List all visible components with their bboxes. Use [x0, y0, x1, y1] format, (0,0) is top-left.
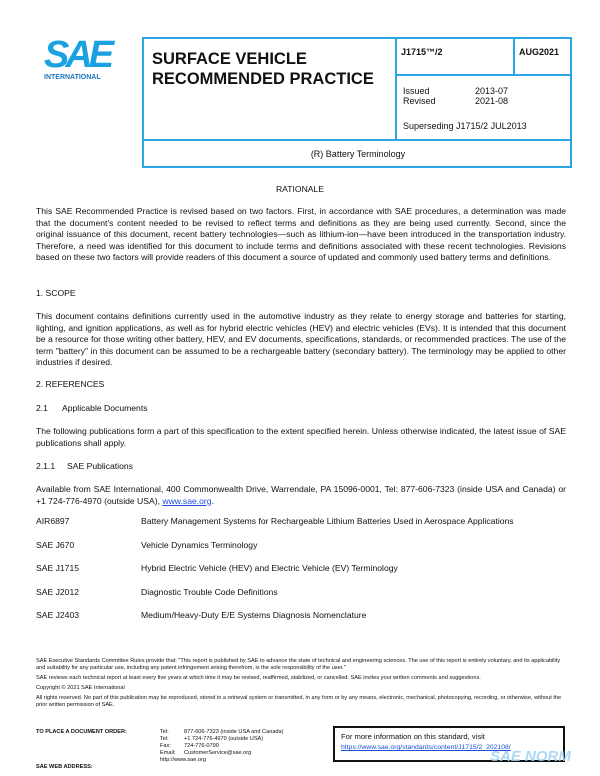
order-contacts [160, 729, 284, 764]
publication-code: AIR6897 [36, 516, 70, 526]
publication-row [36, 516, 576, 540]
watermark: SAE NORM [490, 748, 571, 765]
fax: 724-776-0790 [184, 743, 219, 749]
section-number: 2.1 [36, 403, 48, 413]
tel-2: +1 724-776-4970 (outside USA) [184, 736, 264, 742]
references-heading: 2. REFERENCES [36, 379, 105, 389]
email-label: Email: [160, 750, 176, 756]
issued-date: 2013-07 [475, 86, 509, 96]
section-number: 2.1.1 [36, 461, 56, 471]
applicable-documents-text: The following publications form a part of this specification to the extent specified herein. Unless otherwise indicated, the latest issue of SAE publications shall apply. [36, 426, 566, 448]
web-label: SAE WEB ADDRESS: [36, 764, 93, 770]
publication-row [36, 563, 576, 587]
order-label: TO PLACE A DOCUMENT ORDER: [36, 729, 127, 735]
scope-text: This document contains definitions currently used in the automotive industry as they relate to energy storage and batteries for starting, lighting, and ignition applications, as well as for hybrid electric vehicles (HEV) and electric vehicles (EVs). It is intended that this document be a resource for those writing other battery, HEV, and EV documents, specifications, standards, or recommended practices. The use of the term "battery" in this document can be assumed to be a rechargeable battery (secondary battery). The terminology may be applied to other industries if desired. [36, 311, 566, 368]
document-title: (R) Battery Terminology [310, 149, 406, 159]
availability-text [36, 484, 566, 507]
rights-reserved: All rights reserved. No part of this publication may be reproduced, stored in a retrieval system or transmitted, in any form or by any means, electronic, mechanical, photocopying, recording, or otherwise, without the prior written permission of SAE. [36, 695, 562, 708]
publication-code: SAE J1715 [36, 563, 79, 573]
availability-body: Available from SAE International, 400 Commonwealth Drive, Warrendale, PA 15096-0001, Tel: 877-606-7323 (inside USA and Canada) or +1 724-776-4970 (outside USA), [36, 484, 566, 506]
document-number: J1715™/2 [397, 39, 515, 76]
tel-label: Tel: [160, 736, 169, 742]
publication-title: Hybrid Electric Vehicle (HEV) and Electric Vehicle (EV) Terminology [141, 563, 398, 573]
sae-logo [44, 34, 124, 81]
info-title: For more information on this standard, visit [341, 732, 485, 741]
rationale-text: This SAE Recommended Practice is revised based on two factors. First, in accordance with SAE procedures, a determination was made that the document's content needed to be revised to reflect terms and definitions as they are being used currently. Second, since the original issuance of this document, recent battery technologies—such as lithium-ion—have been introduced in the transportation industry. Therefore, a need was identified for this document to include terms and definitions associated with these recent technologies. Revisions based on these two factors will provide readers of this document a source of updated and commonly used battery terms and definitions. [36, 206, 566, 263]
footer-review: SAE reviews each technical report at least every five years at which time it may be revised, reaffirmed, stabilized, or cancelled. SAE invites your written comments and suggestions. [36, 675, 481, 681]
publication-title: Vehicle Dynamics Terminology [141, 539, 258, 550]
document-date: AUG2021 [515, 39, 572, 76]
publication-row [36, 587, 576, 611]
tel-1: 877-606-7323 (inside USA and Canada) [184, 729, 284, 735]
publication-title: Medium/Heavy-Duty E/E Systems Diagnosis Nomenclature [141, 610, 367, 620]
standard-link[interactable]: https://www.sae.org/standards/content/J1715/2_202108/ [341, 744, 511, 751]
issued-label: Issued [403, 86, 430, 96]
sae-website-link[interactable]: www.sae.org [162, 495, 212, 506]
publications-list [36, 516, 576, 634]
logo-subtitle: INTERNATIONAL [44, 74, 101, 81]
tel-label: Tel: [160, 729, 169, 735]
publication-title: Battery Management Systems for Rechargeable Lithium Batteries Used in Aerospace Applications [141, 516, 514, 526]
sae-publications-heading: SAE Publications [67, 461, 133, 471]
web-address[interactable]: http://www.sae.org [160, 757, 207, 763]
copyright: Copyright © 2021 SAE International [36, 685, 125, 691]
scope-heading: 1. SCOPE [36, 288, 76, 298]
publication-code: SAE J2012 [36, 586, 79, 597]
applicable-documents-heading: Applicable Documents [62, 403, 148, 413]
email[interactable]: CustomerService@sae.org [184, 750, 252, 756]
rationale-heading: RATIONALE [275, 184, 325, 194]
publication-code: SAE J2403 [36, 610, 79, 620]
revised-date: 2021-08 [475, 96, 509, 106]
header-box [142, 37, 572, 168]
fax-label: Fax: [160, 743, 171, 749]
publication-code: SAE J670 [36, 539, 75, 550]
publication-row [36, 610, 576, 634]
footer-rules: SAE Executive Standards Committee Rules provide that: "This report is published by SAE to advance the state of technical and engineering sciences. The use of this report is entirely voluntary, and its applicability and suitability for any particular use, including any patent infringement arising therefrom, is the sole responsibility of the user." [36, 658, 561, 671]
publication-title: Diagnostic Trouble Code Definitions [141, 586, 278, 597]
footer-notice [36, 658, 566, 709]
document-type: SURFACE VEHICLE [152, 50, 307, 68]
period: . [211, 495, 214, 506]
document-type-line2: RECOMMENDED PRACTICE [152, 70, 374, 88]
revised-label: Revised [403, 96, 436, 106]
publication-row [36, 540, 576, 564]
logo-mark: SAE [44, 34, 111, 76]
superseding: Superseding J1715/2 JUL2013 [403, 121, 527, 131]
